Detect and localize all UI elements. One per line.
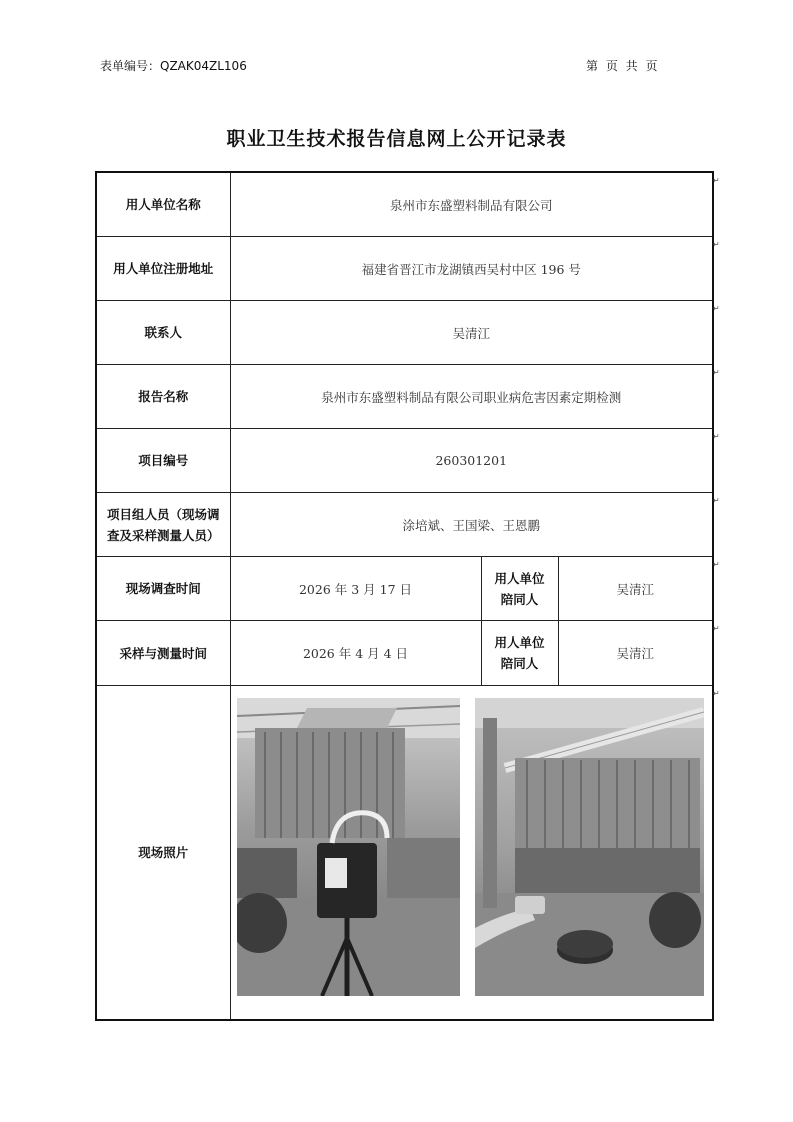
value-report-name: 泉州市东盛塑料制品有限公司职业病危害因素定期检测 (230, 365, 713, 429)
row-mark-6: ↵ (713, 496, 720, 505)
value-team-members: 涂培斌、王国梁、王恩鹏 (230, 493, 713, 557)
label-sampling-companion (481, 621, 558, 686)
page-title: 职业卫生技术报告信息网上公开记录表 (226, 128, 567, 150)
value-sampling-companion: 吴清江 (558, 621, 713, 686)
value-survey-companion: 吴清江 (558, 557, 713, 621)
value-project-no: 260301201 (230, 429, 713, 493)
label-sampling-time: 采样与测量时间 (96, 621, 230, 686)
label-report-name: 报告名称 (96, 365, 230, 429)
label-site-photos: 现场照片 (96, 686, 230, 1021)
value-contact: 吴清江 (230, 301, 713, 365)
row-mark-2: ↵ (713, 240, 720, 249)
label-project-no: 项目编号 (96, 429, 230, 493)
value-employer-name: 泉州市东盛塑料制品有限公司 (230, 172, 713, 237)
row-mark-5: ↵ (713, 432, 720, 441)
row-mark-1: ↵ (713, 176, 720, 185)
site-photo-sampling-equipment-icon (237, 698, 460, 996)
row-report-name (96, 365, 713, 429)
row-mark-8: ↵ (713, 624, 720, 633)
row-team-members (96, 493, 713, 557)
row-survey-time (96, 557, 713, 621)
label-team-line2: 查及采样测量人员） (106, 527, 220, 543)
row-project-no (96, 429, 713, 493)
row-employer-name (96, 172, 713, 237)
row-mark-4: ↵ (713, 368, 720, 377)
row-employer-address (96, 237, 713, 301)
label-survey-companion (481, 557, 558, 621)
value-employer-address: 福建省晋江市龙湖镇西吴村中区 196 号 (230, 237, 713, 301)
label-employer-address: 用人单位注册地址 (96, 237, 230, 301)
row-site-photos (96, 686, 713, 1021)
label-survey-companion-line2: 陪同人 (500, 591, 539, 607)
label-sampling-companion-line1: 用人单位 (494, 635, 545, 650)
row-mark-9: ↵ (713, 689, 720, 698)
form-number: 表单编号：QZAK04ZL106 (100, 59, 247, 73)
label-team-members (96, 493, 230, 557)
label-survey-companion-line1: 用人单位 (494, 570, 545, 586)
row-mark-7: ↵ (713, 560, 720, 569)
label-sampling-companion-line2: 陪同人 (500, 656, 539, 671)
label-survey-time: 现场调查时间 (96, 557, 230, 621)
value-sampling-time: 2026 年 4 月 4 日 (230, 621, 481, 686)
label-employer-name: 用人单位名称 (96, 172, 230, 237)
page-info: 第 页 共 页 (586, 59, 658, 73)
record-table (95, 171, 714, 1021)
value-survey-time: 2026 年 3 月 17 日 (230, 557, 481, 621)
row-sampling-time (96, 621, 713, 686)
photos-cell (230, 686, 713, 1021)
row-contact (96, 301, 713, 365)
site-photo-workshop-icon (475, 698, 704, 996)
row-mark-3: ↵ (713, 304, 720, 313)
label-contact: 联系人 (96, 301, 230, 365)
label-team-line1: 项目组人员（现场调 (106, 506, 220, 522)
